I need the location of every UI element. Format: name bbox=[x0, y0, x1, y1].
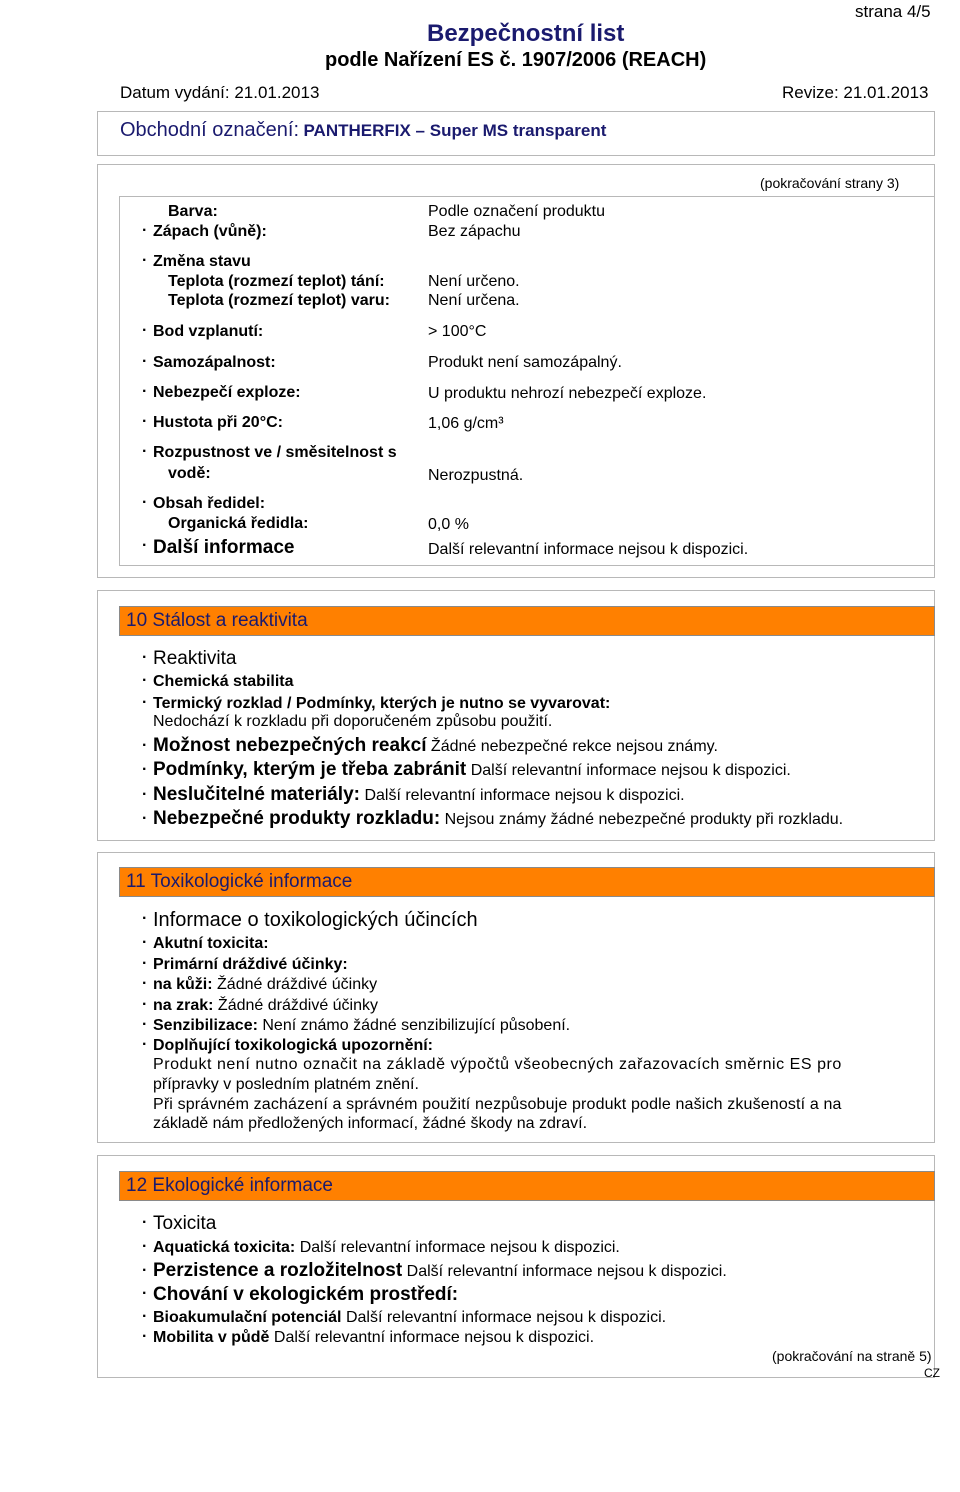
persistence-value: Další relevantní informace nejsou k dispozici. bbox=[406, 1263, 727, 1280]
melting-point-label: Teplota (rozmezí teplot) tání: bbox=[168, 273, 385, 290]
decomposition-products bbox=[153, 808, 843, 830]
primary-irritant-label: Primární dráždivé účinky: bbox=[153, 956, 348, 973]
toxicity-label: Toxicita bbox=[153, 1213, 217, 1234]
section-10-heading: 10 Stálost a reaktivita bbox=[119, 606, 935, 636]
soil-mobility-label: Mobilita v půdě bbox=[153, 1329, 270, 1346]
melting-point-value: Není určeno. bbox=[428, 273, 520, 290]
section-11-heading: 11 Toxikologické informace bbox=[119, 867, 935, 897]
continued-to-note: (pokračování na straně 5) bbox=[772, 1348, 932, 1364]
thermal-decomposition-label: Termický rozklad / Podmínky, kterých je nutno se vyvarovat: bbox=[153, 695, 611, 712]
bullet: · bbox=[142, 537, 148, 554]
bullet: · bbox=[142, 737, 148, 754]
hazardous-reactions-label: Možnost nebezpečných reakcí bbox=[153, 735, 427, 756]
conditions-to-avoid-value: Další relevantní informace nejsou k dispozici. bbox=[470, 762, 791, 779]
bullet: · bbox=[142, 252, 148, 269]
explosion-value: U produktu nehrozí nebezpečí exploze. bbox=[428, 385, 707, 402]
bioaccumulation-label: Bioakumulační potenciál bbox=[153, 1309, 342, 1326]
boiling-point-label: Teplota (rozmezí teplot) varu: bbox=[168, 292, 390, 309]
soil-mobility bbox=[153, 1329, 594, 1347]
bullet: · bbox=[142, 694, 148, 711]
hazardous-reactions bbox=[153, 735, 718, 757]
thermal-decomposition-value: Nedochází k rozkladu při doporučeném způsobu použití. bbox=[153, 713, 553, 730]
bioaccumulation-value: Další relevantní informace nejsou k dispozici. bbox=[345, 1309, 667, 1326]
document-subtitle: podle Nařízení ES č. 1907/2006 (REACH) bbox=[325, 49, 707, 71]
self-ignition-value: Produkt není samozápalný. bbox=[428, 354, 622, 371]
issue-date: Datum vydání: 21.01.2013 bbox=[120, 83, 320, 102]
bullet: · bbox=[142, 786, 148, 803]
page-number: strana 4/5 bbox=[855, 2, 931, 21]
flash-point-label: Bod vzplanutí: bbox=[153, 323, 264, 340]
density-label: Hustota při 20°C: bbox=[153, 414, 283, 431]
bullet: · bbox=[142, 996, 148, 1013]
continued-from-note: (pokračování strany 3) bbox=[760, 175, 900, 191]
bullet: · bbox=[142, 1285, 148, 1302]
bullet: · bbox=[142, 1308, 148, 1325]
aquatic-toxicity-label: Aquatická toxicita: bbox=[153, 1239, 296, 1256]
additional-tox-line-2: přípravky v posledním platném znění. bbox=[153, 1076, 419, 1093]
conditions-to-avoid-label: Podmínky, kterým je třeba zabránit bbox=[153, 759, 467, 780]
organic-solvents-label: Organická ředidla: bbox=[168, 515, 309, 532]
aquatic-toxicity bbox=[153, 1239, 620, 1257]
incompatible-materials-value: Další relevantní informace nejsou k dispozici. bbox=[364, 787, 685, 804]
eye-label: na zrak: bbox=[153, 997, 214, 1014]
bullet: · bbox=[142, 1262, 148, 1279]
bullet: · bbox=[142, 1238, 148, 1255]
decomposition-products-label: Nebezpečné produkty rozkladu: bbox=[153, 808, 441, 829]
incompatible-materials bbox=[153, 784, 685, 806]
bullet: · bbox=[142, 761, 148, 778]
bullet: · bbox=[142, 910, 148, 927]
skin-value: Žádné dráždivé účinky bbox=[217, 976, 378, 993]
incompatible-materials-label: Neslučitelné materiály: bbox=[153, 784, 360, 805]
sensitization bbox=[153, 1017, 570, 1035]
bullet: · bbox=[142, 1214, 148, 1231]
acute-toxicity-label: Akutní toxicita: bbox=[153, 935, 269, 952]
solubility-label-water: vodě: bbox=[168, 465, 211, 482]
solubility-label: Rozpustnost ve / směsitelnost s bbox=[153, 444, 397, 461]
flash-point-value: > 100°C bbox=[428, 323, 487, 340]
bullet: · bbox=[142, 934, 148, 951]
environmental-behavior-label: Chování v ekologickém prostředí: bbox=[153, 1284, 459, 1305]
conditions-to-avoid bbox=[153, 759, 791, 781]
persistence-label: Perzistence a rozložitelnost bbox=[153, 1260, 403, 1281]
bullet: · bbox=[142, 1016, 148, 1033]
boiling-point-value: Není určena. bbox=[428, 292, 520, 309]
decomposition-products-value: Nejsou známy žádné nebezpečné produkty při rozkladu. bbox=[444, 811, 844, 828]
odor-label: Zápach (vůně): bbox=[153, 223, 267, 240]
bullet: · bbox=[142, 1036, 148, 1053]
density-value: 1,06 g/cm³ bbox=[428, 415, 504, 432]
odor-value: Bez zápachu bbox=[428, 223, 521, 240]
language-code: CZ bbox=[924, 1366, 940, 1380]
skin-effect bbox=[153, 976, 377, 994]
sensitization-value: Není známo žádné senzibilizující působení. bbox=[262, 1017, 571, 1034]
additional-tox-line-4: základě nám předložených informací, žádné škody na zdraví. bbox=[153, 1115, 588, 1132]
hazardous-reactions-value: Žádné nebezpečné rekce nejsou známy. bbox=[430, 738, 718, 755]
color-value: Podle označení produktu bbox=[428, 203, 606, 220]
additional-tox-label: Doplňující toxikologická upozornění: bbox=[153, 1037, 434, 1054]
bullet: · bbox=[142, 494, 148, 511]
bullet: · bbox=[142, 649, 148, 666]
revision-date: Revize: 21.01.2013 bbox=[782, 83, 929, 102]
chemical-stability-label: Chemická stabilita bbox=[153, 673, 294, 690]
bullet: · bbox=[142, 222, 148, 239]
reactivity-label: Reaktivita bbox=[153, 648, 237, 669]
color-label: Barva: bbox=[168, 203, 218, 220]
sensitization-label: Senzibilizace: bbox=[153, 1017, 258, 1034]
additional-tox-line-1: Produkt není nutno označit na základě výpočtů všeobecných zařazovacích směrnic ES pro bbox=[153, 1056, 842, 1073]
soil-mobility-value: Další relevantní informace nejsou k dispozici. bbox=[273, 1329, 595, 1346]
bullet: · bbox=[142, 975, 148, 992]
trade-name bbox=[120, 119, 606, 142]
bullet: · bbox=[142, 955, 148, 972]
eye-value: Žádné dráždivé účinky bbox=[217, 997, 379, 1014]
organic-solvents-value: 0,0 % bbox=[428, 516, 469, 533]
eye-effect bbox=[153, 997, 378, 1015]
document-title: Bezpečnostní list bbox=[427, 20, 625, 47]
toxicological-info-label: Informace o toxikologických účincích bbox=[153, 909, 478, 931]
skin-label: na kůži: bbox=[153, 976, 213, 993]
state-change-label: Změna stavu bbox=[153, 253, 251, 270]
bullet: · bbox=[142, 383, 148, 400]
more-info-value: Další relevantní informace nejsou k dispozici. bbox=[428, 541, 749, 558]
bullet: · bbox=[142, 672, 148, 689]
explosion-label: Nebezpečí exploze: bbox=[153, 384, 301, 401]
more-info-label: Další informace bbox=[153, 537, 295, 558]
solubility-value: Nerozpustná. bbox=[428, 467, 524, 484]
section-12-heading: 12 Ekologické informace bbox=[119, 1171, 935, 1201]
aquatic-toxicity-value: Další relevantní informace nejsou k dispozici. bbox=[299, 1239, 620, 1256]
bullet: · bbox=[142, 413, 148, 430]
self-ignition-label: Samozápalnost: bbox=[153, 354, 276, 371]
trade-name-value: PANTHERFIX – Super MS transparent bbox=[303, 121, 607, 140]
bullet: · bbox=[142, 810, 148, 827]
solvent-content-label: Obsah ředidel: bbox=[153, 495, 266, 512]
bioaccumulation bbox=[153, 1309, 666, 1327]
additional-tox-line-3: Při správném zacházení a správném použití nezpůsobuje produkt podle našich zkušeností a na bbox=[153, 1096, 842, 1113]
bullet: · bbox=[142, 1328, 148, 1345]
bullet: · bbox=[142, 443, 148, 460]
bullet: · bbox=[142, 353, 148, 370]
bullet: · bbox=[142, 322, 148, 339]
trade-name-label: Obchodní označení: bbox=[120, 119, 300, 141]
persistence bbox=[153, 1260, 727, 1282]
